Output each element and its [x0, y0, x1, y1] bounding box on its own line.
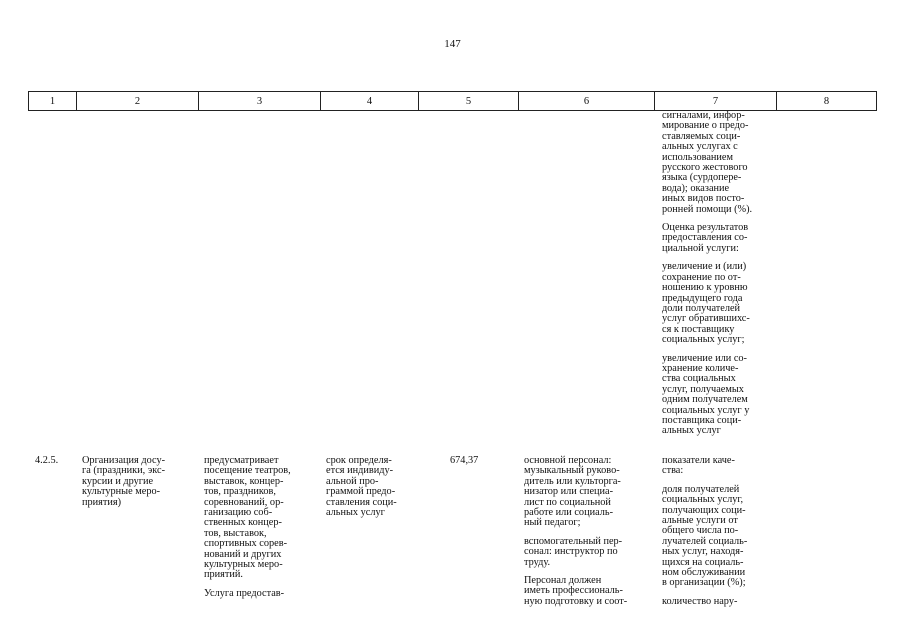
quality-text: доля получателей социальных услуг, получающих соци- альные услуги от общего числа по- лучателей социаль- ных услуг, находя- щихся на социаль- ном обслуживании в организации (%);: [662, 483, 748, 589]
column-number-5: 5: [419, 92, 519, 111]
staff-text: основной персонал: музыкальный руково- дитель или культорга- низатор или специа- лист по социальной работе или социаль- ный педагог;: [524, 455, 621, 529]
row-number: 4.2.5.: [35, 455, 59, 466]
column-number-1: 1: [29, 92, 77, 111]
continued-text: увеличение и (или) сохранение по от- ношению к уровню предыдущего года доли получателей услуг обратившихс- ся к поставщику социальных услуг;: [662, 261, 750, 346]
description-text: Услуга предостав-: [204, 587, 285, 599]
service-term: [326, 456, 418, 526]
continued-quality-cell: [662, 111, 780, 445]
column-number-header: [28, 91, 877, 111]
term-text: срок определя- ется индивиду- альной про- граммой предо- ставления соци- альных услуг: [326, 455, 397, 519]
column-number-2: 2: [77, 92, 199, 111]
staff-text: Персонал должен иметь профессиональ- ную подготовку и соот-: [524, 575, 628, 607]
quality-text: показатели каче- ства:: [662, 455, 735, 477]
column-number-3: 3: [199, 92, 321, 111]
column-number-7: 7: [655, 92, 777, 111]
page-number: 147: [444, 38, 461, 50]
staff-text: вспомогательный пер- сонал: инструктор по труду.: [524, 535, 623, 568]
column-number-8: 8: [777, 92, 877, 111]
service-description: [204, 456, 320, 607]
column-number-4: 4: [321, 92, 419, 111]
column-number-6: 6: [519, 92, 655, 111]
continued-text: Оценка результатов предоставления со- циальной услуги:: [662, 222, 749, 254]
service-name: [82, 456, 194, 516]
service-name-text: Организация досу- га (праздники, экс- курсии и другие культурные меро- приятия): [82, 455, 166, 508]
continued-text: увеличение или со- хранение количе- ства социальных услуг, получаемых одним получателем социальных услуг у поставщика соци- альных услуг: [662, 352, 750, 437]
service-tariff: 674,37: [450, 455, 479, 466]
continued-text: сигналами, инфор- мирование о предо- ставляемых соци- альных услугах с использованием русского жестового языка (сурдопере- вода); оказание иных видов посто- ронней помощи (%).: [662, 110, 753, 215]
quality-indicators: [662, 456, 780, 615]
description-text: предусматривает посещение театров, выставок, концер- тов, праздников, соревнований, ор- ганизацию соб- ственных концер- тов, выставок, спортивных сорев- нований и других культурных меро- приятий.: [204, 455, 291, 581]
quality-text: количество нару-: [662, 595, 738, 607]
staff-requirements: [524, 456, 656, 615]
